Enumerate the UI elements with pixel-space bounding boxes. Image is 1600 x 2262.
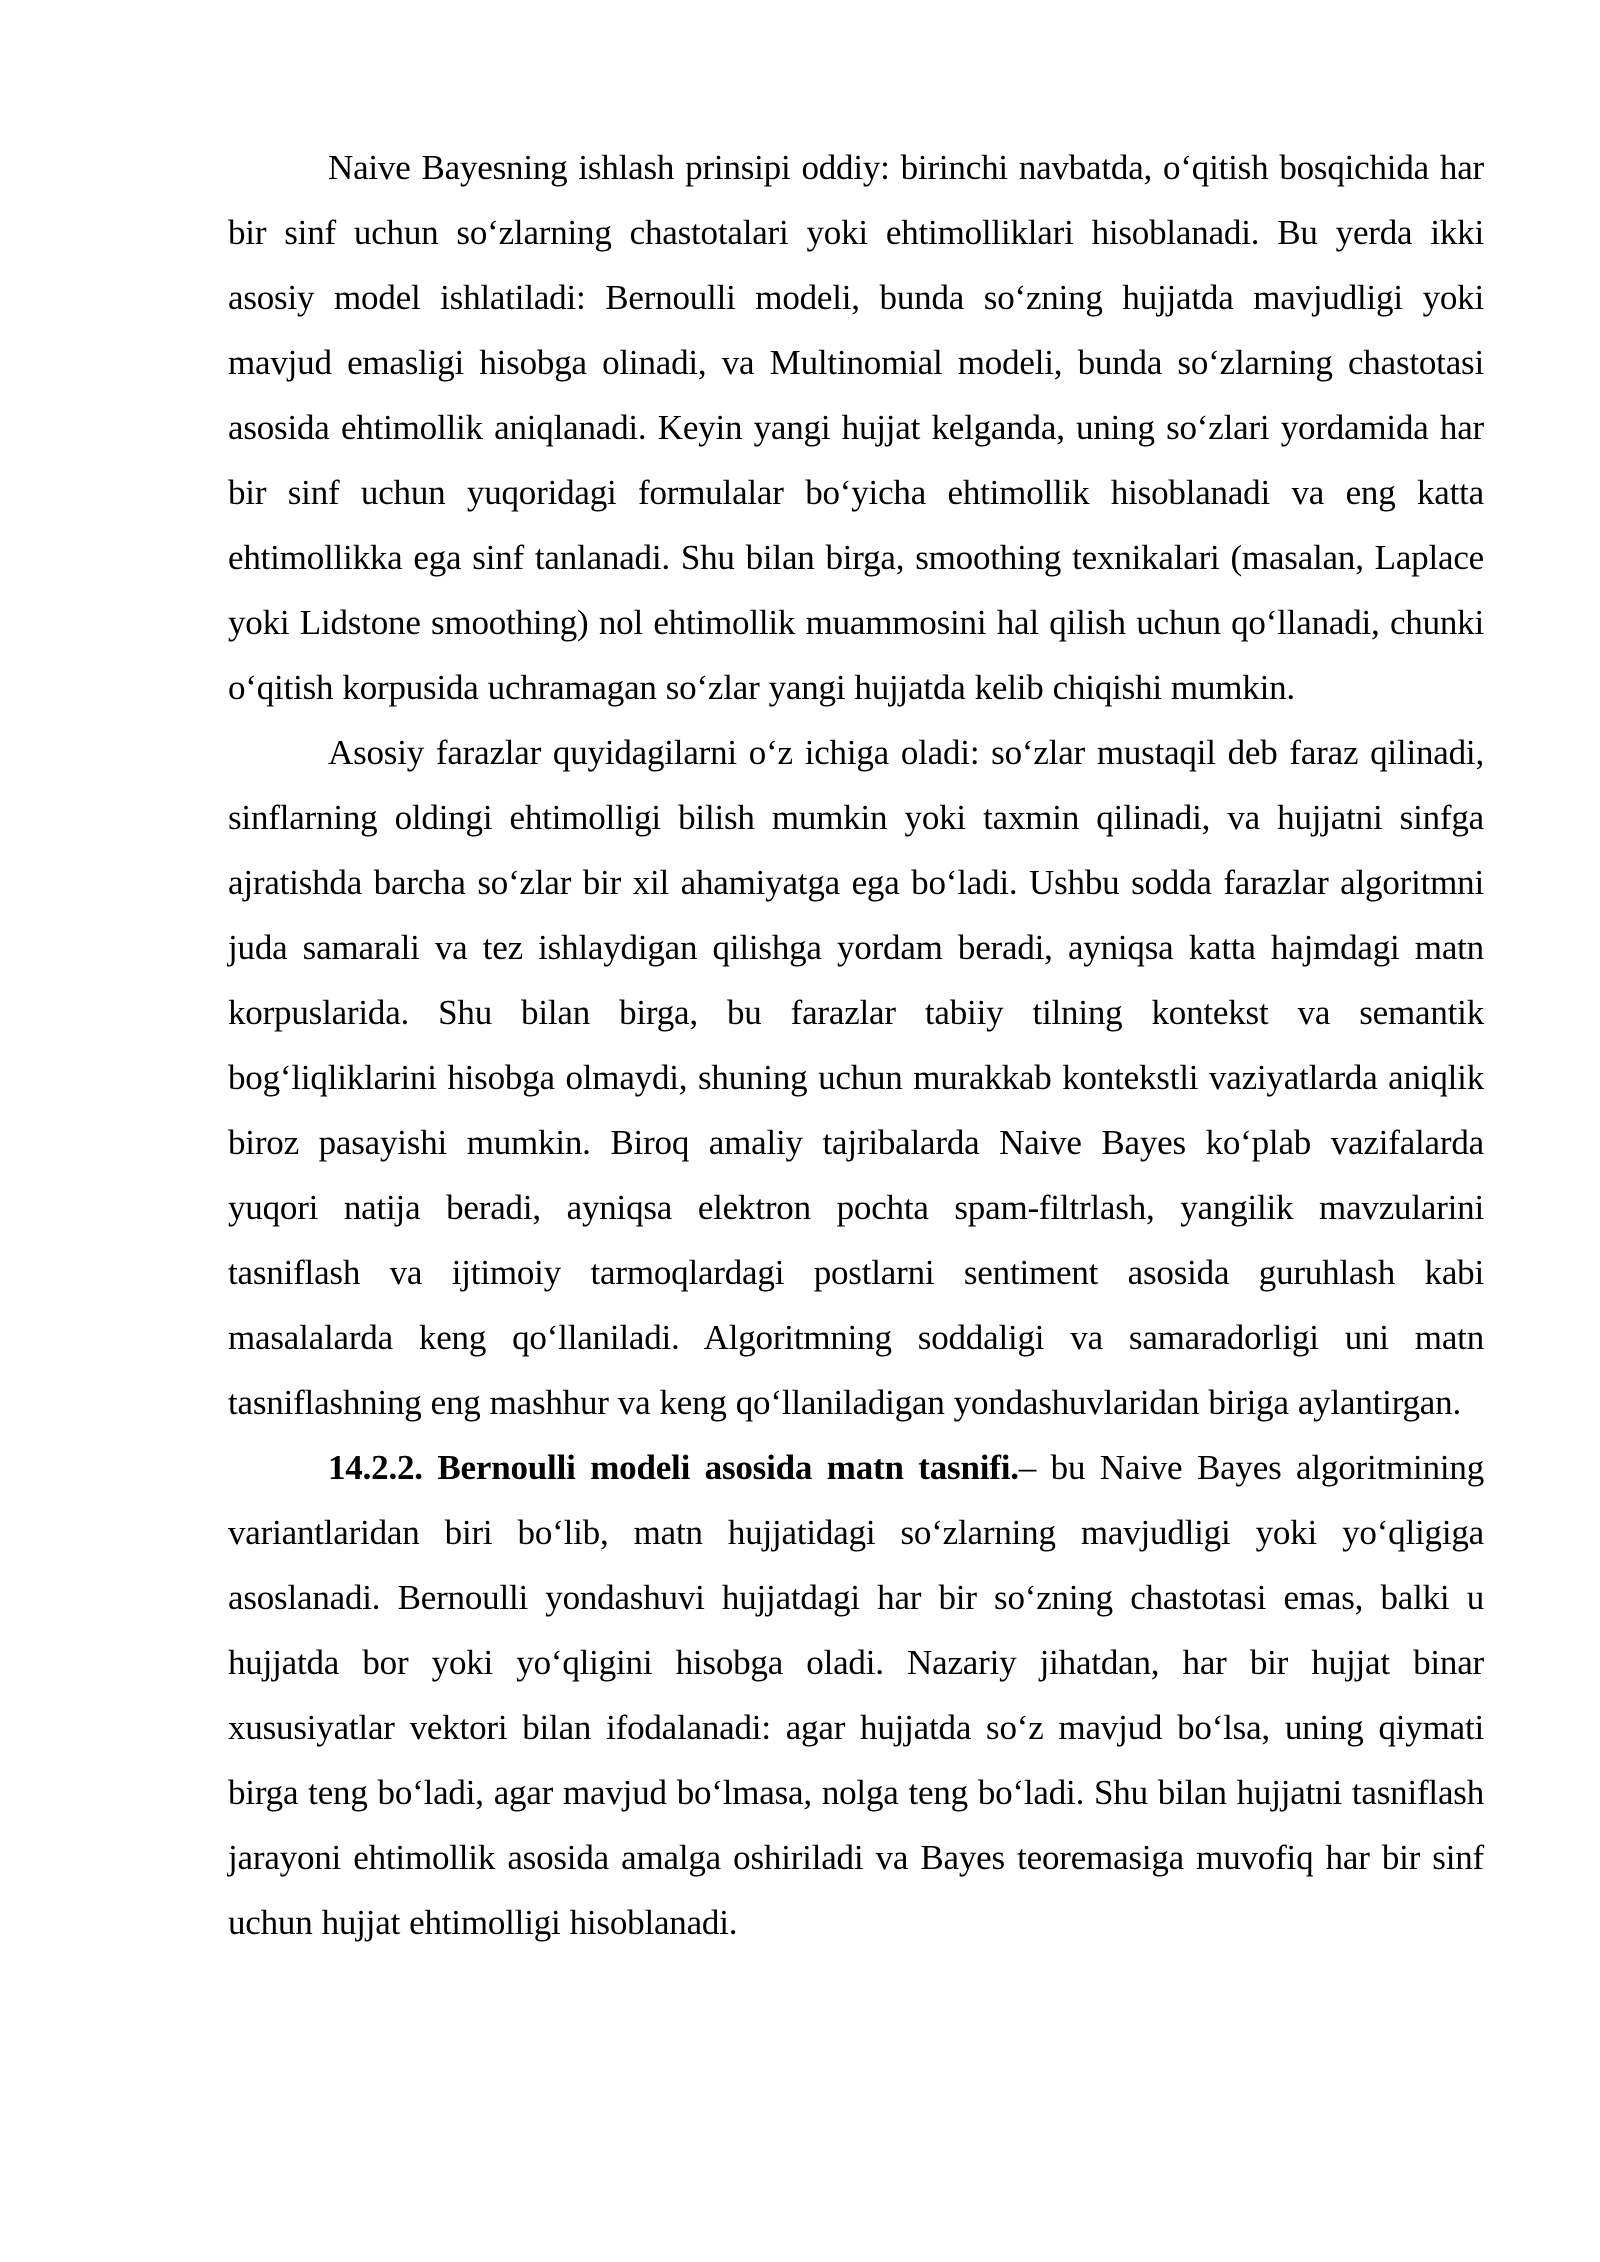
paragraph-bernoulli-section [228,1435,1484,1955]
paragraph-assumptions: Asosiy farazlar quyidagilarni o‘z ichiga oladi: so‘zlar mustaqil deb faraz qilinadi, sinflarning oldingi ehtimolligi bilish mumkin yoki taxmin qilinadi, va hujjatni sinfga ajratishda barcha so‘zlar bir xil ahamiyatga ega bo‘ladi. Ushbu sodda farazlar algoritmni juda samarali va tez ishlaydigan qilishga yordam beradi, ayniqsa katta hajmdagi matn korpuslarida. Shu bilan birga, bu farazlar tabiiy tilning kontekst va semantik bog‘liqliklarini hisobga olmaydi, shuning uchun murakkab kontekstli vaziyatlarda aniqlik biroz pasayishi mumkin. Biroq amaliy tajribalarda Naive Bayes ko‘plab vazifalarda yuqori natija beradi, ayniqsa elektron pochta spam-filtrlash, yangilik mavzularini tasniflash va ijtimoiy tarmoqlardagi postlarni sentiment asosida guruhlash kabi masalalarda keng qo‘llaniladi. Algoritmning soddaligi va samaradorligi uni matn tasniflashning eng mashhur va keng qo‘llaniladigan yondashuvlaridan biriga aylantirgan. [228,733,1484,1422]
text-block [228,135,1484,1955]
section-body: – bu Naive Bayes algoritmining variantlaridan biri bo‘lib, matn hujjatidagi so‘zlarning mavjudligi yoki yo‘qligiga asoslanadi. Bernoulli yondashuvi hujjatdagi har bir so‘zning chastotasi emas, balki u hujjatda bor yoki yo‘qligini hisobga oladi. Nazariy jihatdan, har bir hujjat binar xususiyatlar vektori bilan ifodalanadi: agar hujjatda so‘z mavjud bo‘lsa, uning qiymati birga teng bo‘ladi, agar mavjud bo‘lmasa, nolga teng bo‘ladi. Shu bilan hujjatni tasniflash jarayoni ehtimollik asosida amalga oshiriladi va Bayes teoremasiga muvofiq har bir sinf uchun hujjat ehtimolligi hisoblanadi. [228,1448,1484,1942]
paragraph-naive-bayes-principle: Naive Bayesning ishlash prinsipi oddiy: birinchi navbatda, o‘qitish bosqichida har bir sinf uchun so‘zlarning chastotalari yoki ehtimolliklari hisoblanadi. Bu yerda ikki asosiy model ishlatiladi: Bernoulli modeli, bunda so‘zning hujjatda mavjudligi yoki mavjud emasligi hisobga olinadi, va Multinomial modeli, bunda so‘zlarning chastotasi asosida ehtimollik aniqlanadi. Keyin yangi hujjat kelganda, uning so‘zlari yordamida har bir sinf uchun yuqoridagi formulalar bo‘yicha ehtimollik hisoblanadi va eng katta ehtimollikka ega sinf tanlanadi. Shu bilan birga, smoothing texnikalari (masalan, Laplace yoki Lidstone smoothing) nol ehtimollik muammosini hal qilish uchun qo‘llanadi, chunki o‘qitish korpusida uchramagan so‘zlar yangi hujjatda kelib chiqishi mumkin. [228,148,1484,707]
section-heading-14-2-2: 14.2.2. Bernoulli modeli asosida matn tasnifi. [328,1448,1019,1487]
